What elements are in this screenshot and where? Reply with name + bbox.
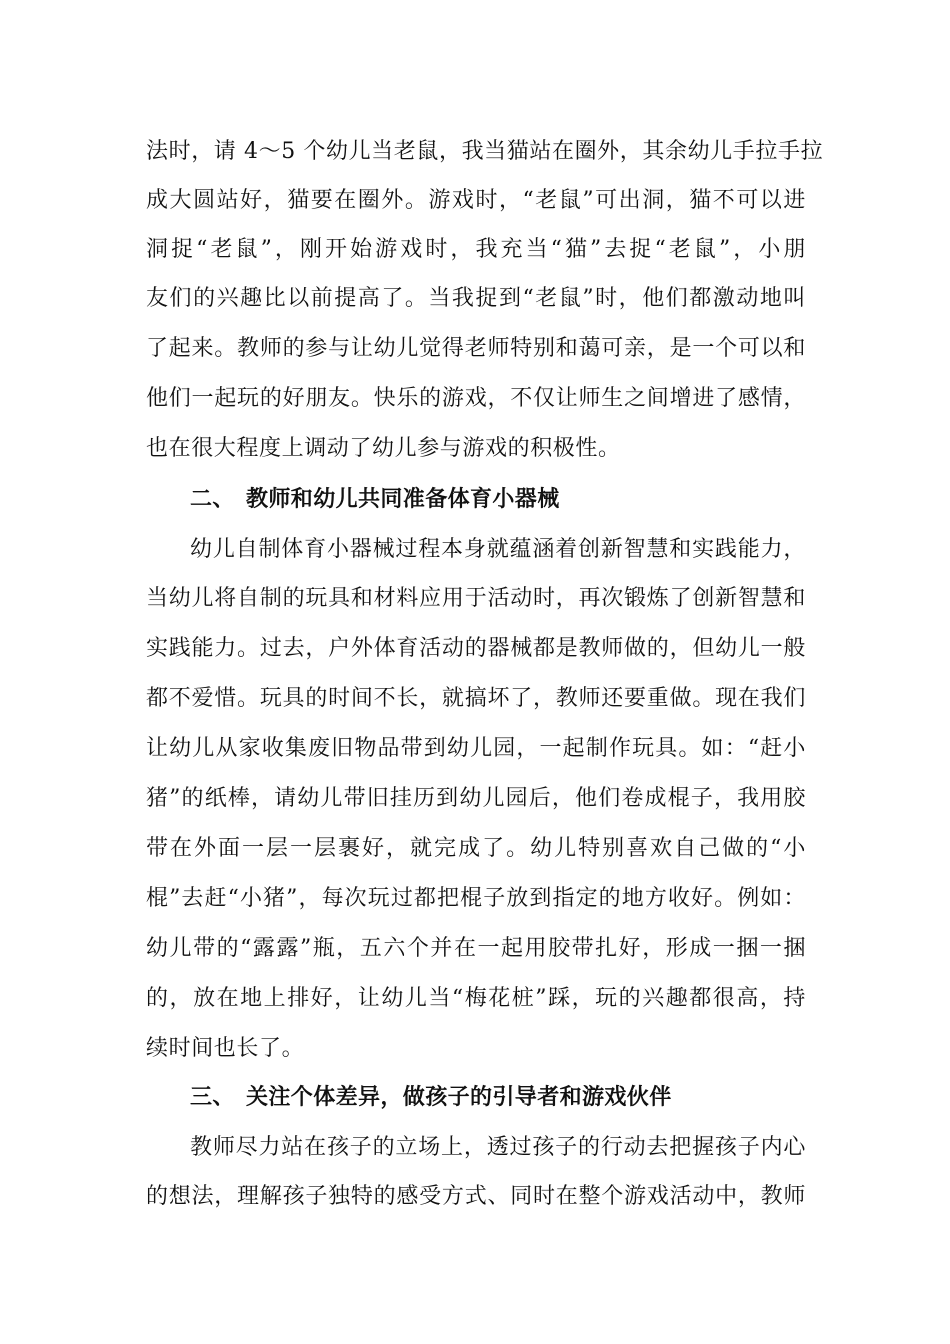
paragraph-line: 猪”的纸棒，请幼儿带旧挂历到幼儿园后，他们卷成棍子，我用胶 [146, 786, 806, 811]
paragraph-line: 法时，请 4～5 个幼儿当老鼠，我当猫站在圈外，其余幼儿手拉手拉 [146, 139, 824, 164]
paragraph-line: 实践能力。过去，户外体育活动的器械都是教师做的，但幼儿一般 [146, 636, 806, 661]
paragraph-line: 让幼儿从家收集废旧物品带到幼儿园，一起制作玩具。如：“赶小 [146, 736, 806, 761]
paragraph-line: 幼儿自制体育小器械过程本身就蕴涵着创新智慧和实践能力， [190, 537, 806, 562]
paragraph-line: 也在很大程度上调动了幼儿参与游戏的积极性。 [146, 436, 621, 461]
section-title: 关注个体差异，做孩子的引导者和游戏伙伴 [246, 1085, 672, 1110]
paragraph-line: 他们一起玩的好朋友。快乐的游戏，不仅让师生之间增进了感情， [146, 386, 806, 411]
paragraph-line: 棍”去赶“小猪”，每次玩过都把棍子放到指定的地方收好。例如： [146, 886, 806, 911]
paragraph-line: 洞捉“老鼠”，刚开始游戏时，我充当“猫”去捉“老鼠”，小朋 [146, 237, 806, 262]
paragraph-line: 友们的兴趣比以前提高了。当我捉到“老鼠”时，他们都激动地叫 [146, 286, 806, 311]
section-heading-3 [190, 1083, 672, 1113]
section-number: 三、 [190, 1085, 235, 1110]
paragraph-line: 续时间也长了。 [146, 1036, 305, 1061]
paragraph-line: 了起来。教师的参与让幼儿觉得老师特别和蔼可亲，是一个可以和 [146, 336, 806, 361]
paragraph-line: 的想法，理解孩子独特的感受方式、同时在整个游戏活动中，教师 [146, 1184, 806, 1209]
paragraph-line: 当幼儿将自制的玩具和材料应用于活动时，再次锻炼了创新智慧和 [146, 586, 806, 611]
paragraph-line: 都不爱惜。玩具的时间不长，就搞坏了，教师还要重做。现在我们 [146, 686, 806, 711]
section-heading-2 [190, 485, 560, 515]
paragraph-line: 的，放在地上排好，让幼儿当“梅花桩”踩，玩的兴趣都很高，持 [146, 986, 806, 1011]
section-number: 二、 [190, 487, 235, 512]
paragraph-line: 成大圆站好，猫要在圈外。游戏时，“老鼠”可出洞，猫不可以进 [146, 188, 806, 213]
paragraph-line: 幼儿带的“露露”瓶，五六个并在一起用胶带扎好，形成一捆一捆 [146, 936, 806, 961]
section-title: 教师和幼儿共同准备体育小器械 [246, 487, 560, 512]
paragraph-line: 带在外面一层一层裹好，就完成了。幼儿特别喜欢自己做的“小 [146, 836, 806, 861]
paragraph-line: 教师尽力站在孩子的立场上，透过孩子的行动去把握孩子内心 [190, 1135, 806, 1160]
